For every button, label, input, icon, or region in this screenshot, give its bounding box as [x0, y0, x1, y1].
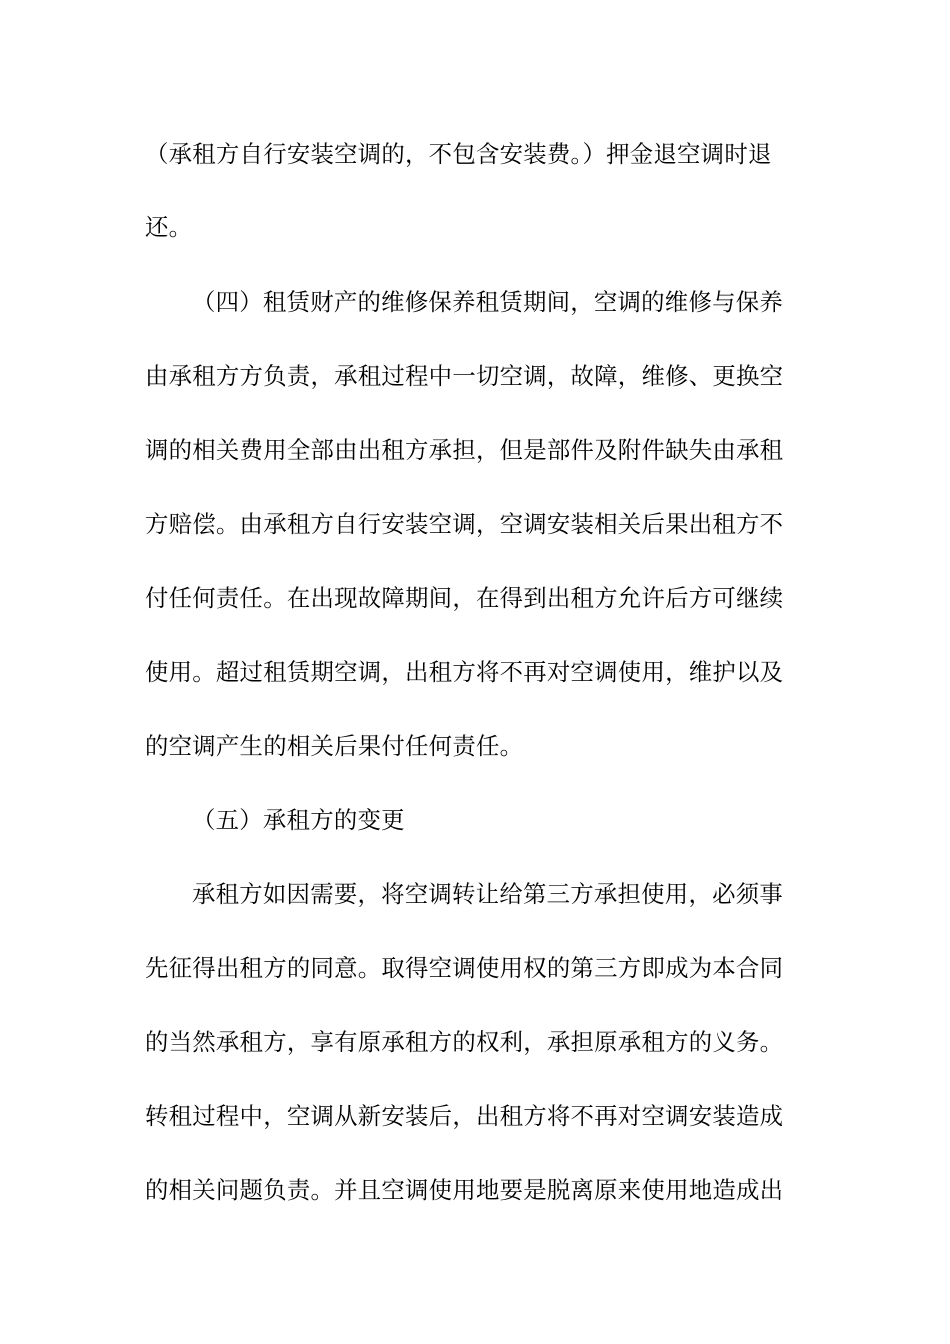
paragraph-line: 先征得出租方的同意。取得空调使用权的第三方即成为本合同: [145, 954, 784, 982]
paragraph-line: （承租方自行安装空调的，不包含安装费。）押金退空调时退: [145, 140, 772, 168]
paragraph-line: 使用。超过租赁期空调，出租方将不再对空调使用，维护以及: [145, 658, 784, 686]
paragraph-line: 调的相关费用全部由出租方承担，但是部件及附件缺失由承租: [145, 436, 784, 464]
paragraph-line: 承租方如因需要，将空调转让给第三方承担使用，必须事: [192, 880, 784, 908]
paragraph-line: 转租过程中，空调从新安装后，出租方将不再对空调安装造成: [145, 1102, 784, 1130]
section-heading-line: （四）租赁财产的维修保养租赁期间，空调的维修与保养: [192, 288, 784, 316]
paragraph-line: 付任何责任。在出现故障期间，在得到出租方允许后方可继续: [145, 584, 784, 612]
section-heading: （五）承租方的变更: [192, 806, 405, 834]
paragraph-line: 还。: [145, 213, 193, 241]
paragraph-line: 的相关问题负责。并且空调使用地要是脱离原来使用地造成出: [145, 1176, 784, 1204]
paragraph-line: 的当然承租方，享有原承租方的权利，承担原承租方的义务。: [145, 1028, 784, 1056]
paragraph-line: 方赔偿。由承租方自行安装空调，空调安装相关后果出租方不: [145, 510, 784, 538]
paragraph-line: 的空调产生的相关后果付任何责任。: [145, 732, 524, 760]
paragraph-line: 由承租方方负责，承租过程中一切空调，故障，维修、更换空: [145, 362, 784, 390]
